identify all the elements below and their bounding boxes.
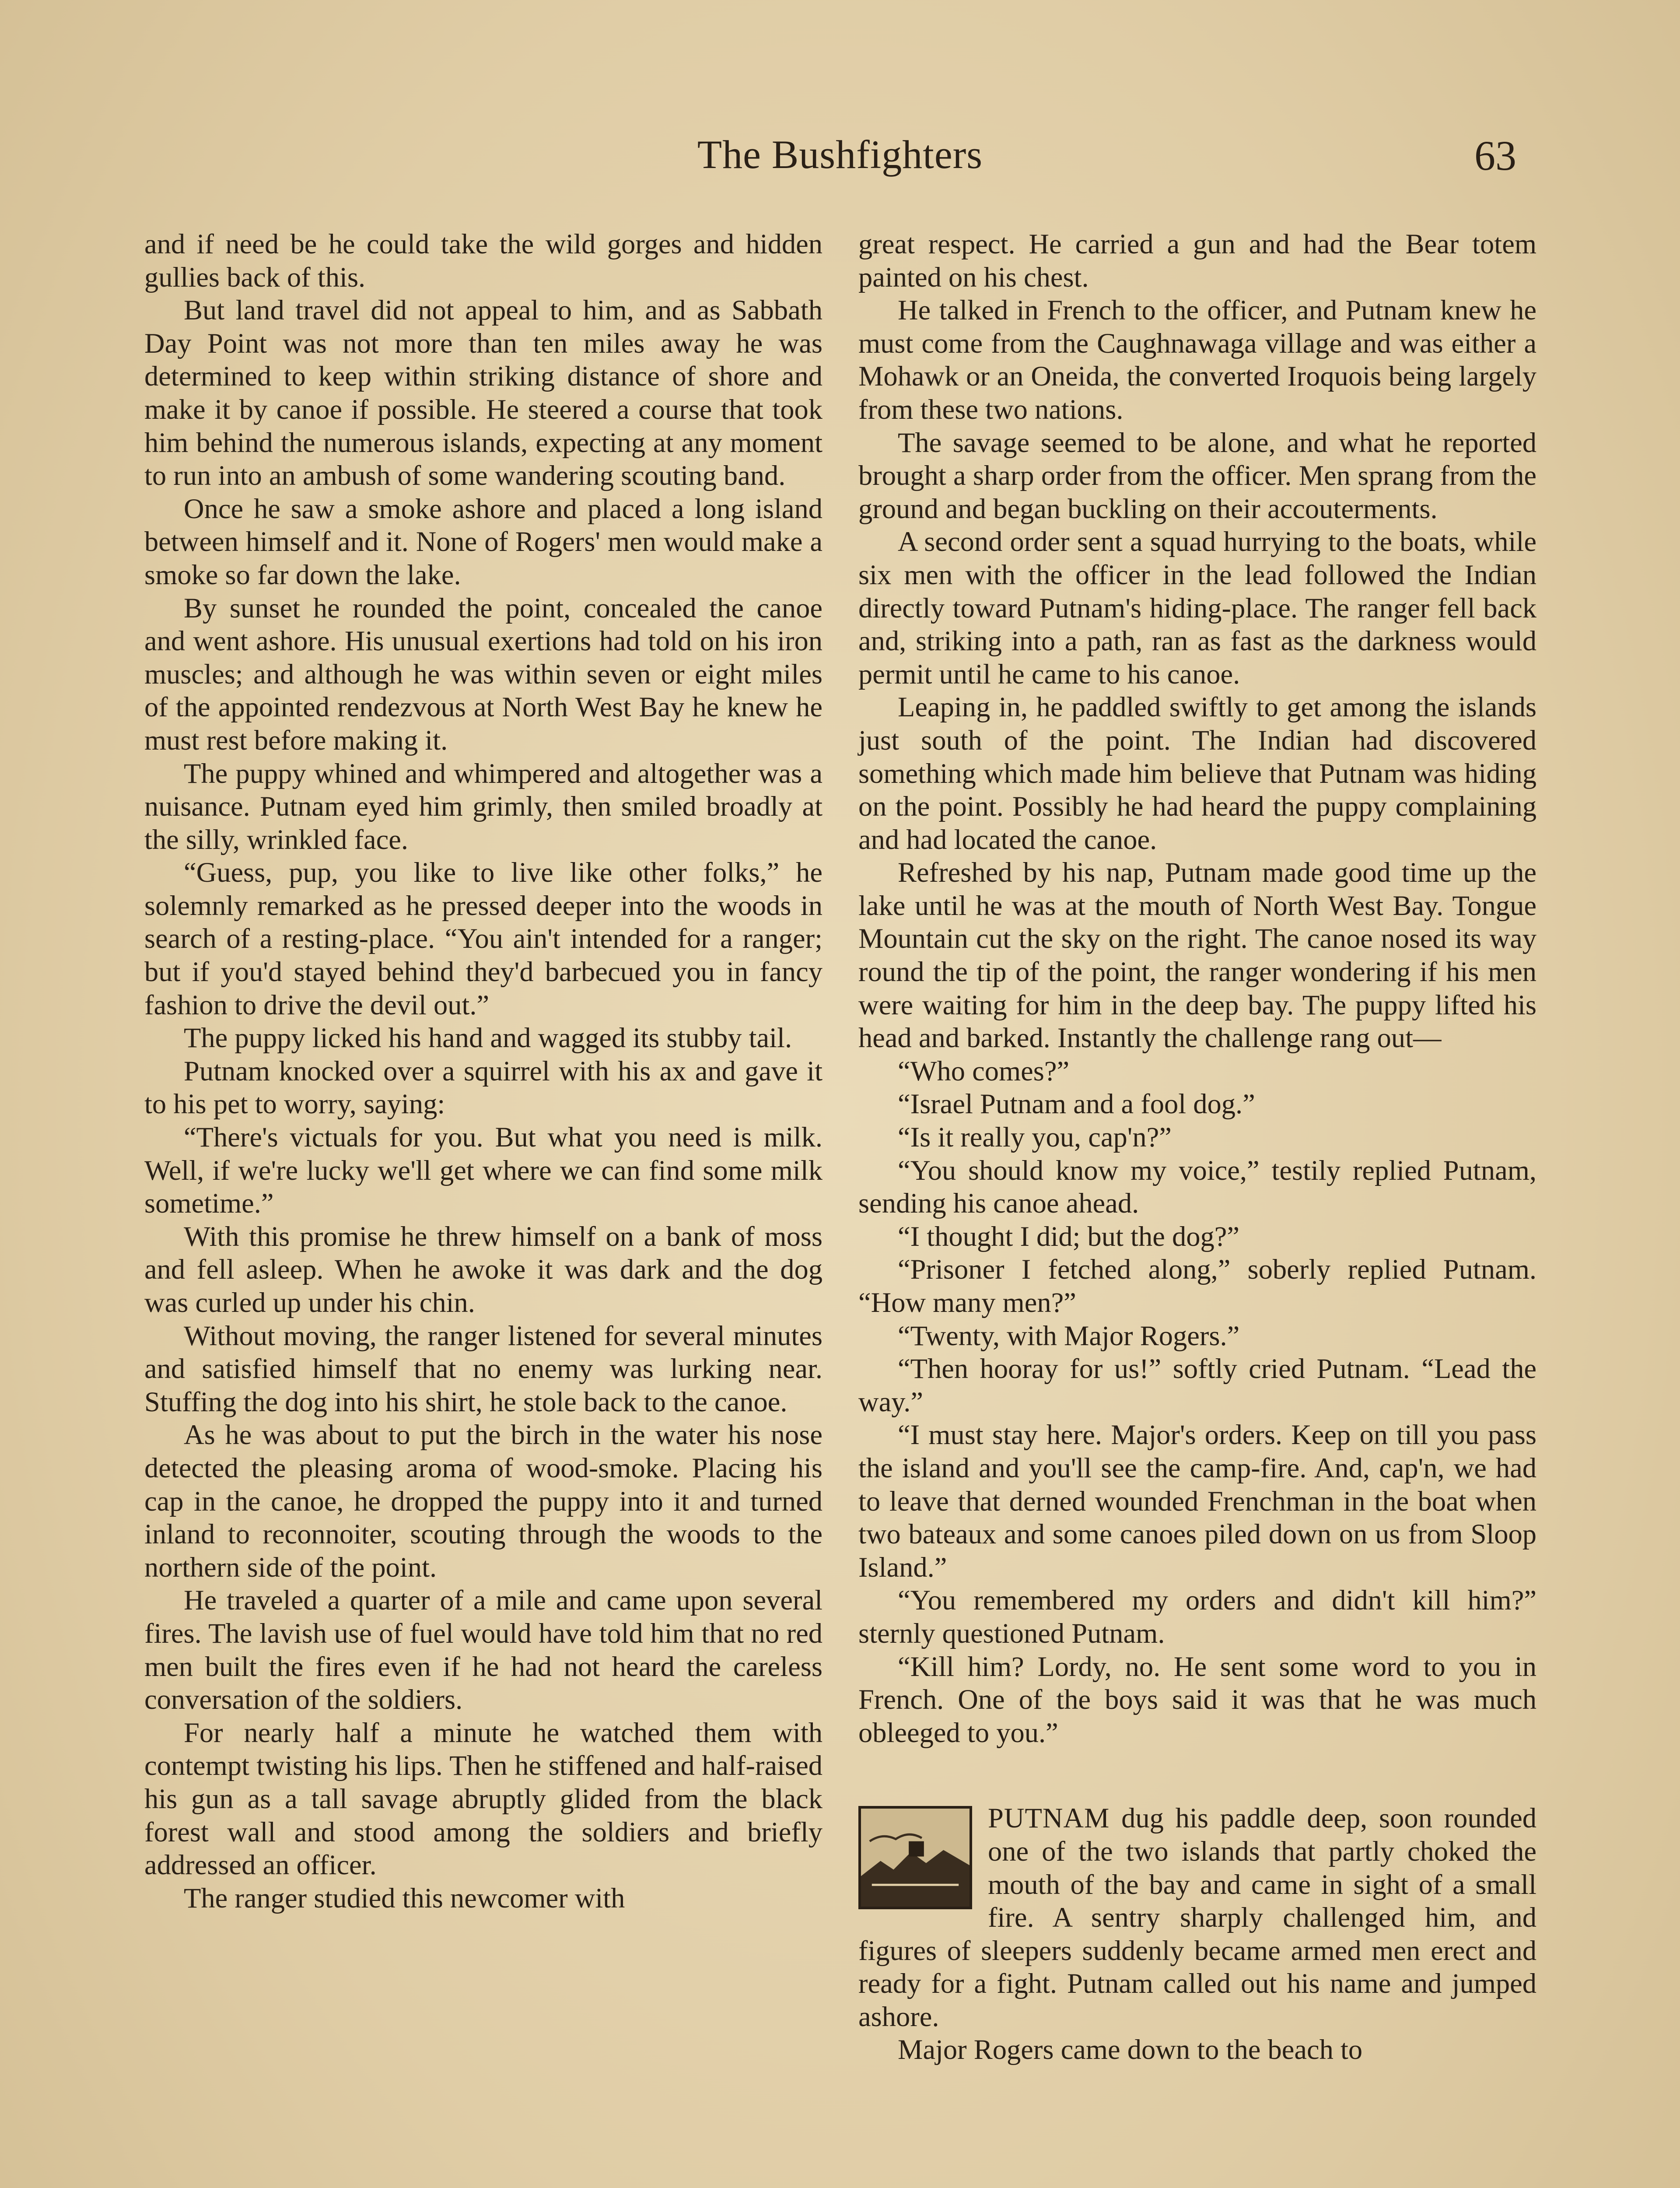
running-title: The Bushfighters — [697, 132, 983, 177]
dialogue-line: “Is it really you, cap'n?” — [898, 1122, 1172, 1153]
paragraph: “There's victuals for you. But what you need is milk. Well, if we're lucky we'll get where we can find some milk sometime.” — [144, 1122, 822, 1219]
dialogue-line: “Israel Putnam and a fool dog.” — [898, 1088, 1255, 1120]
section-opening-paragraph — [858, 1802, 1536, 2033]
paragraph: As he was about to put the birch in the water his nose detected the pleasing aroma of wood-smoke. Placing his cap in the canoe, he dropped the puppy into it and turned inland to reconnoiter, scouting through the woods to the northern side of the point. — [144, 1419, 822, 1583]
left-column — [144, 228, 822, 1914]
section-text: dug his paddle deep, soon rounded one of the two islands that partly choked the mouth of the bay and came in sight of a small fire. A sentry sharply challenged him, and figures of sleepers suddenly became armed men erect and ready for a fight. Putnam called out his name and jumped ashore. — [858, 1802, 1536, 2032]
page-number: 63 — [1474, 132, 1516, 179]
paragraph: With this promise he threw himself on a bank of moss and fell asleep. When he awoke it was dark and the dog was curled up under his chin. — [144, 1220, 822, 1318]
paragraph: But land travel did not appeal to him, and as Sabbath Day Point was not more than ten miles away he was determined to keep within striking distance of shore and make it by canoe if possible. He steered a course that took him behind the numerous islands, expecting at any moment to run into an ambush of some wandering scouting band. — [144, 295, 822, 491]
dialogue-line: “Twenty, with Major Rogers.” — [898, 1320, 1240, 1351]
paragraph: The puppy licked his hand and wagged its stubby tail. — [184, 1022, 792, 1054]
paragraph: A second order sent a squad hurrying to the boats, while six men with the officer in the lead followed the Indian directly toward Putnam's hiding-place. The ranger fell back and, striking into a path, ran as fast as the darkness would permit until he came to his canoe. — [858, 526, 1536, 690]
dialogue-line: “You should know my voice,” testily replied Putnam, sending his canoe ahead. — [858, 1154, 1536, 1219]
paragraph: Without moving, the ranger listened for several minutes and satisfied himself that no enemy was lurking near. Stuffing the dog into his shirt, he stole back to the canoe. — [144, 1320, 822, 1417]
dialogue-line: “Then hooray for us!” softly cried Putnam. “Lead the way.” — [858, 1353, 1536, 1417]
paragraph: Major Rogers came down to the beach to — [898, 2034, 1363, 2065]
paragraph: and if need be he could take the wild gorges and hidden gullies back of this. — [144, 228, 822, 293]
dialogue-line: “I must stay here. Major's orders. Keep on till you pass the island and you'll see the camp-fire. And, cap'n, we had to leave that derned wounded Frenchman in the boat when two bateaux and some canoes piled down on us from Sloop Island.” — [858, 1419, 1536, 1583]
dialogue-line: “I thought I did; but the dog?” — [898, 1220, 1239, 1252]
paragraph: The ranger studied this newcomer with — [184, 1882, 625, 1914]
dialogue-line: “You remembered my orders and didn't kill him?” sternly questioned Putnam. — [858, 1585, 1536, 1649]
paragraph: Once he saw a smoke ashore and placed a long island between himself and it. None of Rogers' men would make a smoke so far down the lake. — [144, 493, 822, 590]
paragraph: By sunset he rounded the point, concealed the canoe and went ashore. His unusual exertions had told on his iron muscles; and although he was within seven or eight miles of the appointed rendezvous at North West Bay he knew he must rest before making it. — [144, 592, 822, 756]
paragraph: Leaping in, he paddled swiftly to get among the islands just south of the point. The Indian had discovered something which made him believe that Putnam was hiding on the point. Possibly he had heard the puppy complaining and had located the canoe. — [858, 691, 1536, 855]
paragraph: The puppy whined and whimpered and altogether was a nuisance. Putnam eyed him grimly, then smiled broadly at the silly, wrinkled face. — [144, 757, 822, 855]
paragraph: “Guess, pup, you like to live like other folks,” he solemnly remarked as he pressed deeper into the woods in search of a resting-place. “You ain't intended for a ranger; but if you'd stayed behind they'd barbecued you in fancy fashion to drive the devil out.” — [144, 857, 822, 1020]
dialogue-line: “Kill him? Lordy, no. He sent some word to you in French. One of the boys said it was that he was much obleeged to you.” — [858, 1651, 1536, 1748]
right-column — [858, 228, 1536, 2066]
paragraph: He talked in French to the officer, and Putnam knew he must come from the Caughnawaga village and was either a Mohawk or an Oneida, the converted Iroquois being largely from these two nations. — [858, 295, 1536, 425]
paragraph: He traveled a quarter of a mile and came upon several fires. The lavish use of fuel would have told him that no red men built the fires even if he had not heard the careless conversation of the soldiers. — [144, 1585, 822, 1715]
dropcap-word: PUTNAM — [988, 1802, 1110, 1834]
dropcap-illustration-icon — [858, 1806, 972, 1909]
paragraph: great respect. He carried a gun and had the Bear totem painted on his chest. — [858, 228, 1536, 293]
dialogue-line: “Prisoner I fetched along,” soberly replied Putnam. “How many men?” — [858, 1254, 1536, 1318]
paragraph: For nearly half a minute he watched them with contempt twisting his lips. Then he stiffened and half-raised his gun as a tall savage abruptly glided from the black forest wall and stood among the soldiers and briefly addressed an officer. — [144, 1717, 822, 1881]
paragraph: The savage seemed to be alone, and what he reported brought a sharp order from the officer. Men sprang from the ground and began buckling on their accouterments. — [858, 427, 1536, 524]
dialogue-line: “Who comes?” — [898, 1055, 1070, 1087]
paragraph: Refreshed by his nap, Putnam made good time up the lake until he was at the mouth of North West Bay. Tongue Mountain cut the sky on the right. The canoe nosed its way round the tip of the point, the ranger wondering if his men were waiting for him in the deep bay. The puppy lifted his head and barked. Instantly the challenge rang out— — [858, 857, 1536, 1054]
paragraph: Putnam knocked over a squirrel with his ax and gave it to his pet to worry, saying: — [144, 1055, 822, 1120]
